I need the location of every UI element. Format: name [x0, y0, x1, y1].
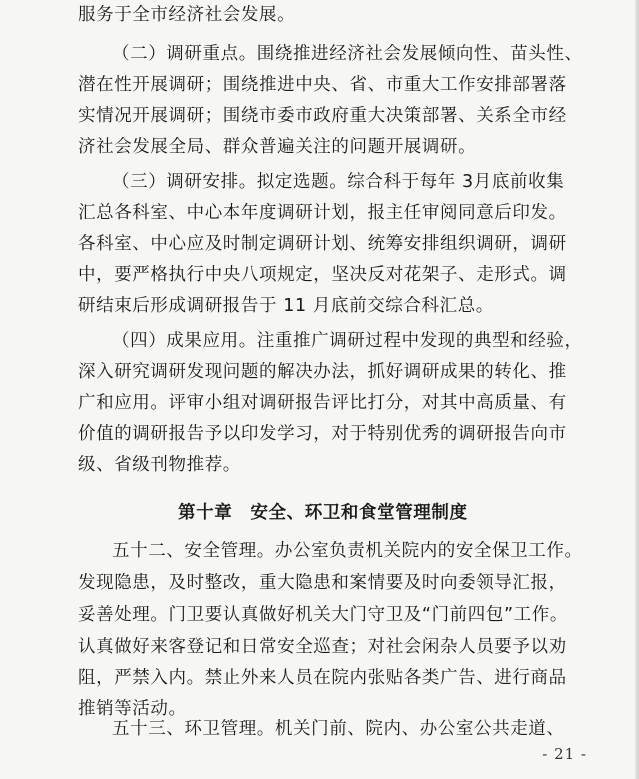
page-edge-shadow [635, 0, 639, 779]
text-line-14: 价值的调研报告予以印发学习，对于特别优秀的调研报告向市 [78, 424, 567, 444]
text-line-13: 广和应用。评审小组对调研报告评比打分，对其中高质量、有 [78, 393, 567, 413]
text-line-9: 中，要严格执行中央八项规定，坚决反对花架子、走形式。调 [78, 265, 567, 285]
text-line-1: 服务于全市经济社会发展。 [78, 5, 296, 25]
text-line-3: 潜在性开展调研；围绕推进中央、省、市重大工作安排部署落 [78, 75, 567, 95]
text-line-19: 妥善处理。门卫要认真做好机关大门守卫及“门前四包”工作。 [78, 605, 568, 625]
text-line-10: 研结束后形成调研报告于 11 月底前交综合科汇总。 [78, 296, 494, 316]
text-line-6: （三）调研安排。拟定选题。综合科于每年 3月底前收集 [112, 172, 565, 192]
text-line-23: 五十三、环卫管理。机关门前、院内、办公室公共走道、 [112, 719, 565, 739]
text-line-11: （四）成果应用。注重推广调研过程中发现的典型和经验， [112, 331, 583, 351]
text-line-8: 各科室、中心应及时制定调研计划、统筹安排组织调研，调研 [78, 234, 567, 254]
text-line-20: 认真做好来客登记和日常安全巡查；对社会闲杂人员要予以劝 [78, 637, 567, 657]
page-number: - 21 - [542, 745, 587, 763]
text-line-12: 深入研究调研发现问题的解决办法，抓好调研成果的转化、推 [78, 362, 567, 382]
text-line-4: 实情况开展调研；围绕市委市政府重大决策部署、关系全市经 [78, 106, 567, 126]
text-line-15: 级、省级刊物推荐。 [78, 455, 241, 475]
text-line-21: 阻，严禁入内。禁止外来人员在院内张贴各类广告、进行商品 [78, 668, 567, 688]
text-line-17: 五十二、安全管理。办公室负责机关院内的安全保卫工作。 [112, 541, 583, 561]
text-line-22: 推销等活动。 [78, 699, 187, 719]
chapter-heading: 第十章 安全、环卫和食堂管理制度 [178, 503, 468, 523]
text-line-2: （二）调研重点。围绕推进经济社会发展倾向性、苗头性、 [112, 44, 583, 64]
text-line-18: 发现隐患，及时整改，重大隐患和案情要及时向委领导汇报， [78, 573, 567, 593]
text-line-7: 汇总各科室、中心本年度调研计划，报主任审阅同意后印发。 [78, 203, 567, 223]
text-line-5: 济社会发展全局、群众普遍关注的问题开展调研。 [78, 137, 477, 157]
